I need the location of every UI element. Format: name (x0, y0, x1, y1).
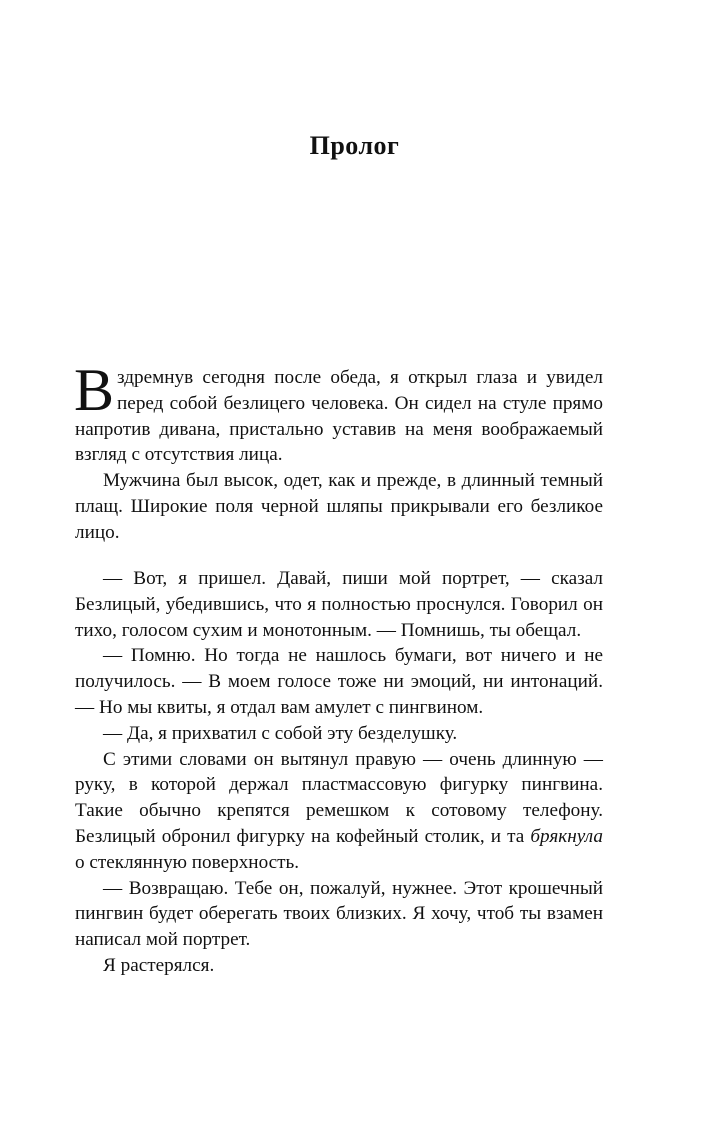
italic-word: брякнула (530, 825, 603, 847)
paragraph-confused: Я растерялся. (103, 954, 215, 976)
opening-section (74, 357, 603, 546)
paragraph-dialogue-3: — Да, я прихватил с собой эту безделушку. (103, 722, 458, 744)
paragraph-dialogue-5: — Возвращаю. Тебе он, пожалуй, нужнее. Этот крошечный пингвин будет оберегать твоих близких. Я хочу, чтоб ты взамен написал мой портрет. (75, 877, 603, 951)
dialogue-section (75, 566, 603, 979)
paragraph-dialogue-2: — Помню. Но тогда не нашлось бумаги, вот ничего и не получилось. — В моем голосе тоже ни эмоций, ни интонаций. — Но мы квиты, я отдал вам амулет с пингвином. (75, 645, 603, 718)
paragraph-dialogue-1: — Вот, я пришел. Давай, пиши мой портрет, — сказал Безлицый, убедившись, что я полностью проснулся. Говорил он тихо, голосом сухим и монотонным. — Помнишь, ты обещал. (75, 568, 603, 641)
paragraph-opening (74, 357, 603, 468)
paragraph-penguin-text-end: о стеклянную поверхность. (75, 851, 300, 873)
paragraph-man-description: Мужчина был высок, одет, как и прежде, в длинный темный плащ. Широкие поля черной шляпы прикрывали его безликое лицо. (75, 470, 603, 543)
chapter-title: Пролог (309, 131, 400, 160)
paragraph-penguin-text-start: С этими словами он вытянул правую — очень длинную — руку, в которой держал пластмассовую фигурку пингвина. Такие обычно крепятся ремешком к сотовому телефону. Безлицый обронил фигурку на кофейный столик, и та (75, 748, 603, 847)
paragraph-penguin-figurine (75, 747, 603, 876)
drop-cap-letter: В (74, 357, 115, 423)
paragraph-opening-text: здремнув сегодня после обеда, я открыл глаза и увидел перед собой безлицего человека. Он сидел на стуле прямо напротив дивана, пристально уставив на меня воображаемый взгляд с отсутствия лица. (75, 367, 603, 466)
